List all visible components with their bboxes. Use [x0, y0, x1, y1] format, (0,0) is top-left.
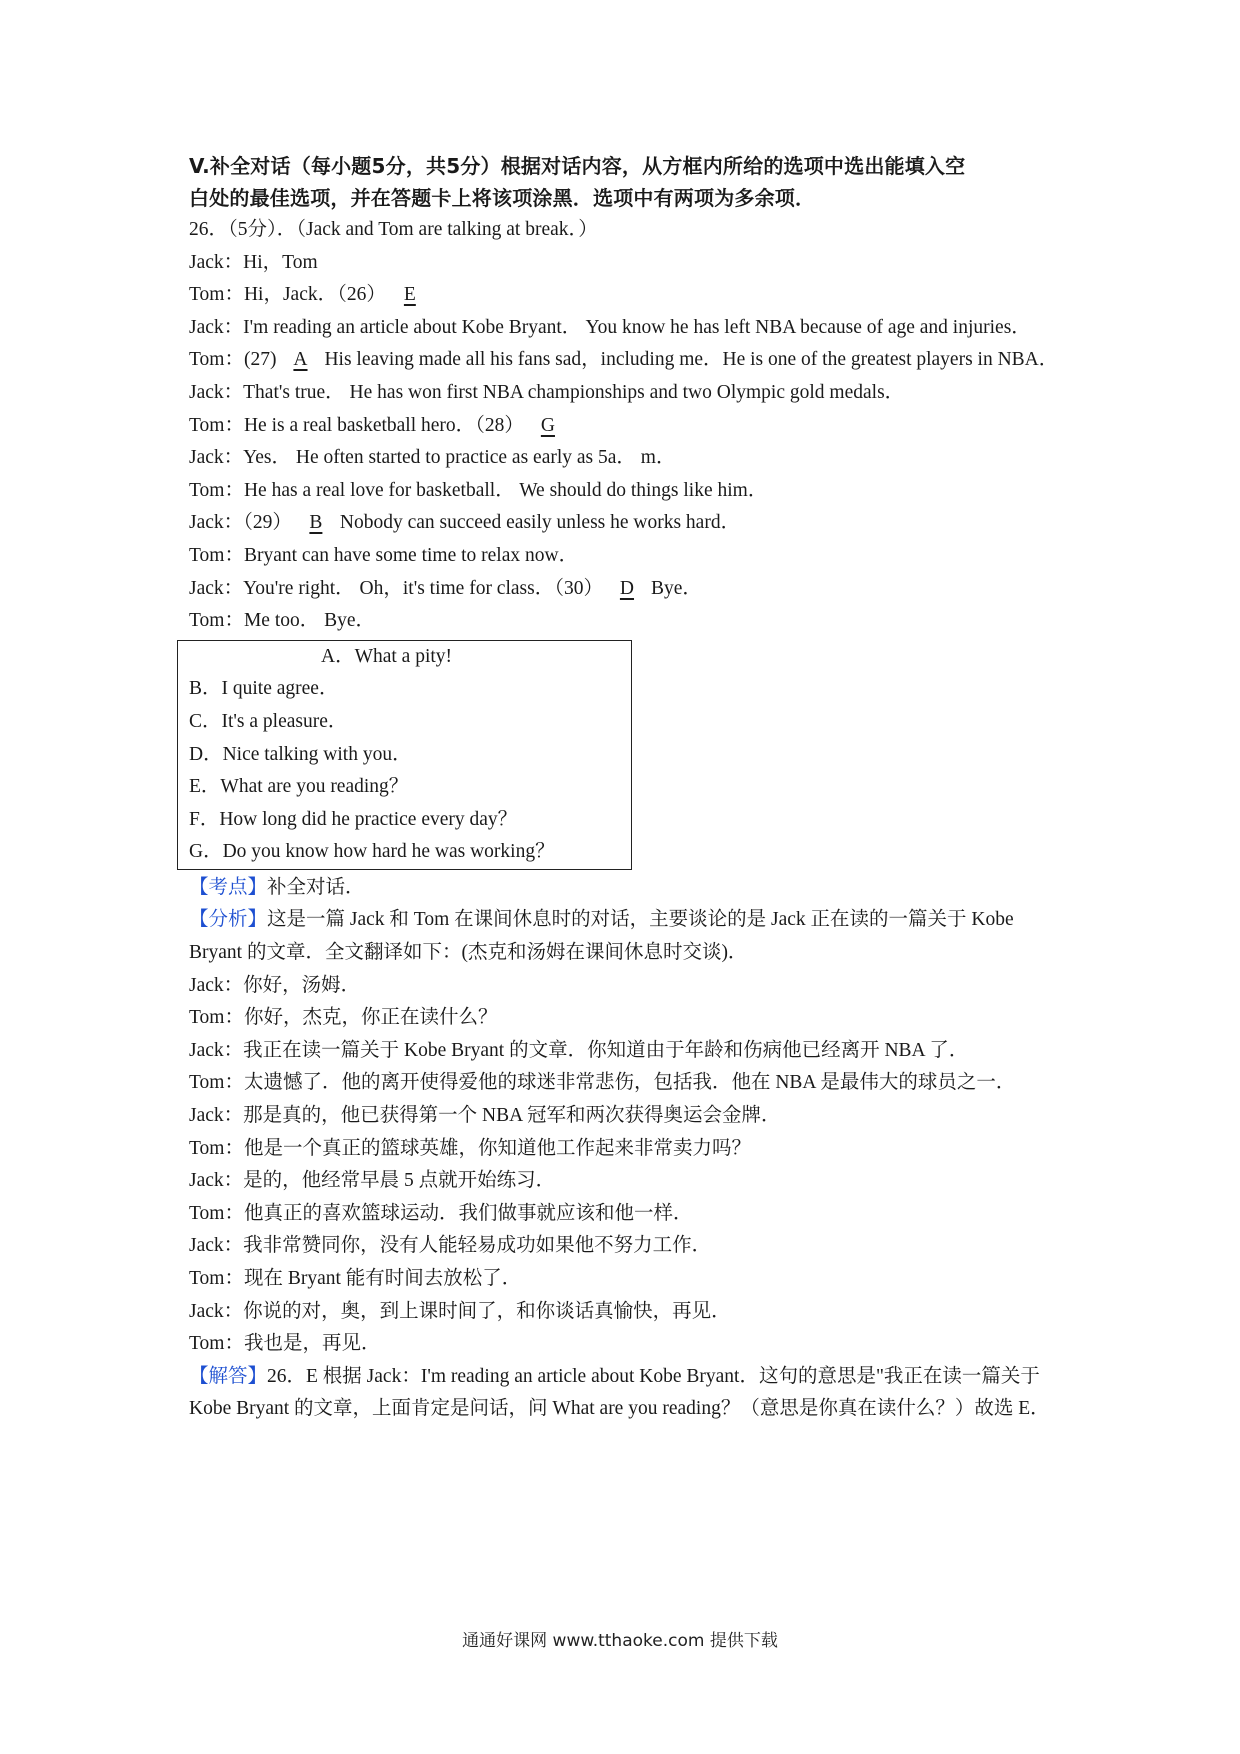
translation-line: Tom：太遗憾了．他的离开使得爱他的球迷非常悲伤，包括我．他在 NBA 是最伟大的球员之一．	[189, 1072, 1016, 1094]
dialogue-line	[189, 507, 1059, 540]
dialogue-line	[189, 279, 1059, 312]
dialogue-line: Jack：Hi，Tom	[189, 251, 318, 273]
translation-line: Jack：是的，他经常早晨 5 点就开始练习．	[189, 1170, 556, 1192]
dialogue-line: Tom：Me too． Bye．	[189, 610, 376, 632]
option-e: E．What are you reading？	[189, 776, 409, 798]
dialogue-line	[189, 344, 1059, 377]
dialogue-line: Tom：Bryant can have some time to relax now．	[189, 544, 579, 566]
options-box	[177, 640, 632, 870]
dialogue-text: Jack：（29）	[189, 512, 292, 534]
translation-line: Jack：那是真的，他已获得第一个 NBA 冠军和两次获得奥运会金牌．	[189, 1105, 781, 1127]
answer-blank-27: A	[293, 349, 308, 371]
translation-line: Jack：我正在读一篇关于 Kobe Bryant 的文章．你知道由于年龄和伤病他已经离开 NBA 了．	[189, 1039, 969, 1061]
fenxi-paragraph	[189, 904, 1059, 969]
fenxi-tag: 【分析】	[189, 909, 268, 931]
option-c: C．It's a pleasure．	[189, 710, 348, 732]
jieda-tag: 【解答】	[189, 1365, 268, 1387]
question-intro: 26．（5分）．（Jack and Tom are talking at break．）	[189, 219, 598, 240]
dialogue-text: Nobody can succeed easily unless he works hard．	[339, 512, 741, 534]
dialogue-text: Tom：(27)	[189, 349, 277, 371]
document-page	[189, 150, 1059, 1426]
section-heading-line-1: V.补全对话（每小题5分，共5分）根据对话内容，从方框内所给的选项中选出能填入空	[189, 154, 966, 178]
dialogue-text: His leaving made all his fans sad，including me．He is one of the greatest players in NBA．	[324, 349, 1059, 371]
dialogue-line	[189, 410, 1059, 443]
option-g: G．Do you know how hard he was working？	[189, 841, 555, 863]
dialogue-line	[189, 573, 1059, 606]
page-footer: 通通好课网 www.tthaoke.com 提供下载	[462, 1631, 778, 1651]
dialogue-text: Tom：He is a real basketball hero．（28）	[189, 414, 524, 436]
option-f: F．How long did he practice every day？	[189, 808, 518, 830]
translation-line: Jack：你说的对，奥，到上课时间了，和你谈话真愉快，再见．	[189, 1300, 731, 1322]
answer-blank-30: D	[619, 577, 635, 599]
translation-line: Tom：他真正的喜欢篮球运动．我们做事就应该和他一样．	[189, 1202, 693, 1224]
option-d: D．Nice talking with you．	[189, 743, 412, 765]
fenxi-text: 这是一篇 Jack 和 Tom 在课间休息时的对话，主要谈论的是 Jack 正在读的一篇关于 Kobe Bryant 的文章．全文翻译如下：(杰克和汤姆在课间休息时交谈)．	[189, 909, 1014, 964]
dialogue-line: Tom：He has a real love for basketball． We should do things like him．	[189, 479, 768, 501]
section-heading-line-2: 白处的最佳选项，并在答题卡上将该项涂黑．选项中有两项为多余项．	[189, 186, 816, 210]
dialogue-text: Tom：Hi，Jack．（26）	[189, 284, 386, 306]
translation-line: Tom：我也是，再见．	[189, 1333, 381, 1355]
translation-line: Jack：我非常赞同你，没有人能轻易成功如果他不努力工作．	[189, 1235, 712, 1257]
option-a: A．What a pity!	[321, 645, 453, 667]
translation-line: Tom：现在 Bryant 能有时间去放松了．	[189, 1268, 522, 1289]
translation-line: Tom：你好，杰克，你正在读什么？	[189, 1007, 498, 1029]
jieda-text: 26．E 根据 Jack：I'm reading an article about Kobe Bryant．这句的意思是"我正在读一篇关于 Kobe Bryant 的文章，上面肯定是问话，问 What are you reading？（意思是你真在读什么？）故选 E．	[189, 1365, 1050, 1420]
dialogue-line: Jack：Yes． He often started to practice as early as 5a． m．	[189, 447, 676, 469]
kaodian-tag: 【考点】	[189, 876, 268, 898]
jieda-paragraph	[189, 1361, 1059, 1426]
kaodian-text: 补全对话．	[267, 876, 365, 898]
answer-blank-28: G	[540, 414, 555, 436]
dialogue-text: Jack：You're right． Oh，it's time for class．（30）	[189, 577, 603, 599]
dialogue-text: Bye．	[650, 577, 702, 599]
dialogue-line: Jack：That's true． He has won first NBA championships and two Olympic gold medals．	[189, 381, 905, 403]
option-b: B．I quite agree．	[189, 678, 339, 700]
answer-blank-29: B	[309, 512, 323, 534]
dialogue-line: Jack：I'm reading an article about Kobe Bryant． You know he has left NBA because of age and injuries．	[189, 316, 1031, 338]
kaodian-line	[189, 872, 1059, 905]
translation-line: Jack：你好，汤姆．	[189, 974, 361, 996]
answer-blank-26: E	[403, 284, 416, 306]
translation-line: Tom：他是一个真正的篮球英雄，你知道他工作起来非常卖力吗？	[189, 1137, 751, 1159]
